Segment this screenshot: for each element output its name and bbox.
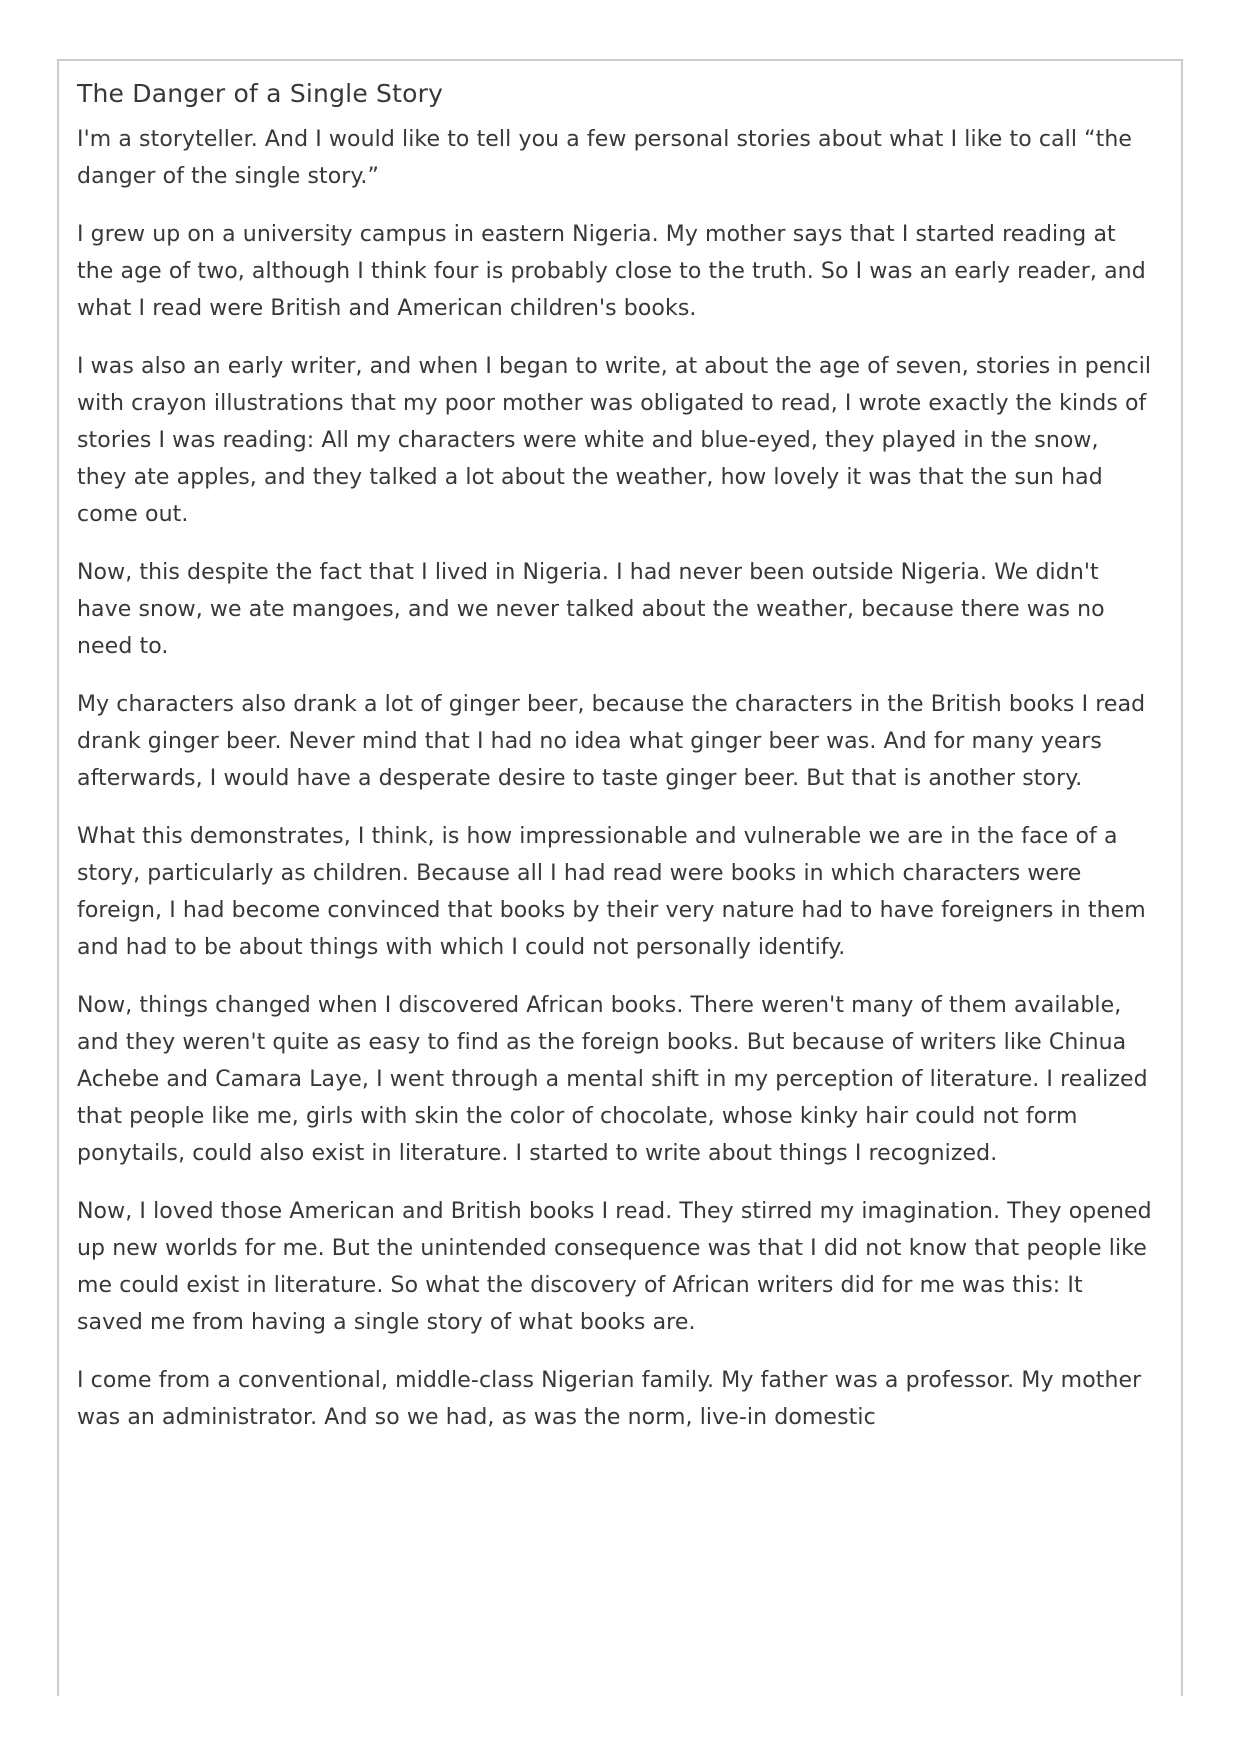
paragraph: My characters also drank a lot of ginger beer, because the characters in the British books I read drank ginger beer. Never mind that I had no idea what ginger beer was. And for many years afterwards, I would have a desperate desire to taste ginger beer. But that is another story. (77, 692, 1146, 791)
paragraph: What this demonstrates, I think, is how impressionable and vulnerable we are in the face of a story, particularly as children. Because all I had read were books in which characters were foreign, I had become convinced that books by their very nature had to have foreigners in them and had to be about things with which I could not personally identify. (77, 824, 1146, 960)
document-frame (57, 59, 1183, 1696)
paragraph: Now, I loved those American and British books I read. They stirred my imagination. They opened up new worlds for me. But the unintended consequence was that I did not know that people like me could exist in literature. So what the discovery of African writers did for me was this: It saved me from having a single story of what books are. (77, 1199, 1152, 1335)
paragraph: I'm a storyteller. And I would like to tell you a few personal stories about what I like to call “the danger of the single story.” (77, 127, 1133, 189)
paragraph: I was also an early writer, and when I began to write, at about the age of seven, stories in pencil with crayon illustrations that my poor mother was obligated to read, I wrote exactly the kinds of stories I was reading: All my characters were white and blue-eyed, they played in the snow, they ate apples, and they talked a lot about the weather, how lovely it was that the sun had come out. (77, 354, 1152, 527)
document-title: The Danger of a Single Story (77, 79, 444, 108)
paragraph: I grew up on a university campus in eastern Nigeria. My mother says that I started reading at the age of two, although I think four is probably close to the truth. So I was an early reader, and what I read were British and American children's books. (77, 222, 1146, 321)
paragraph: Now, things changed when I discovered African books. There weren't many of them available, and they weren't quite as easy to find as the foreign books. But because of writers like Chinua Achebe and Camara Laye, I went through a mental shift in my perception of literature. I realized that people like me, girls with skin the color of chocolate, whose kinky hair could not form ponytails, could also exist in literature. I started to write about things I recognized. (77, 993, 1148, 1166)
paragraph: I come from a conventional, middle-class Nigerian family. My father was a professor. My mother was an administrator. And so we had, as was the norm, live-in domestic (77, 1368, 1142, 1430)
paragraph: Now, this despite the fact that I lived in Nigeria. I had never been outside Nigeria. We didn't have snow, we ate mangoes, and we never talked about the weather, because there was no need to. (77, 560, 1105, 659)
